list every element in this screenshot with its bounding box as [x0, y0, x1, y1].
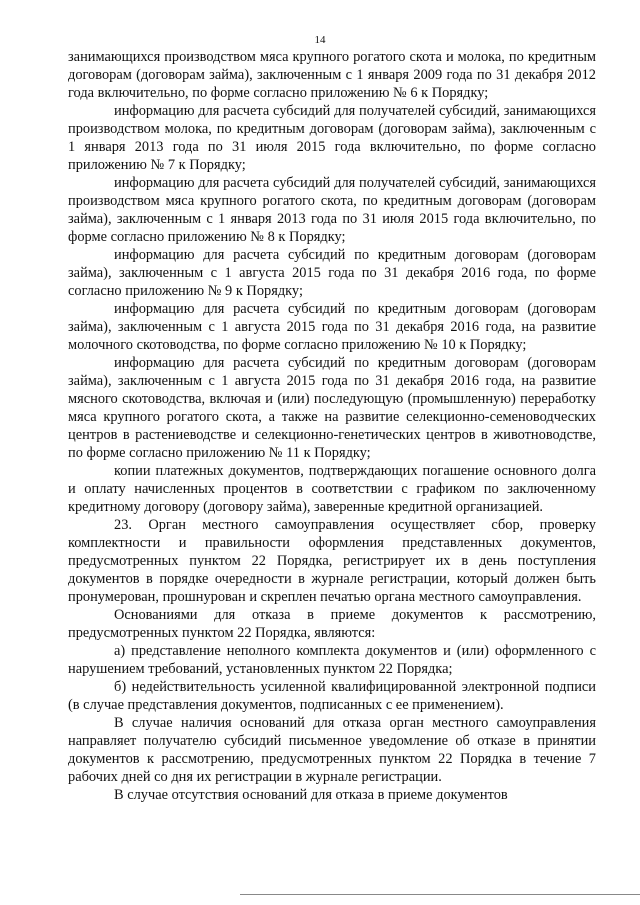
- paragraph: В случае отсутствия оснований для отказа в приеме документов: [114, 787, 508, 803]
- paragraph: информацию для расчета субсидий для получателей субсидий, занимающихся производством мяса крупного рогатого скота, по кредитным договорам (договорам займа), заключенным с 1 января 2013 года по 31 июля 2015 года включительно, по форме согласно приложению № 8 к Порядку;: [68, 175, 596, 245]
- paragraph: информацию для расчета субсидий по кредитным договорам (договорам займа), заключенным с 1 августа 2015 года по 31 декабря 2016 года, на развитие мясного скотоводства, включая и (или) последующую (промышленную) переработку мяса крупного рогатого скота, а также на развитие селекционно-семеноводческих центров в растениеводстве и селекционно-генетических центров в животноводстве, по форме согласно приложению № 11 к Порядку;: [68, 355, 596, 461]
- paragraph: информацию для расчета субсидий по кредитным договорам (договорам займа), заключенным с 1 августа 2015 года по 31 декабря 2016 года, на развитие молочного скотоводства, по форме согласно приложению № 10 к Порядку;: [68, 301, 596, 353]
- document-body: [68, 48, 596, 804]
- paragraph: копии платежных документов, подтверждающих погашение основного долга и оплату начисленных процентов в соответствии с графиком по заключенному кредитному договору (договору займа), заверенные кредитной организацией.: [68, 463, 596, 515]
- page-number: 14: [314, 34, 326, 46]
- paragraph: информацию для расчета субсидий для получателей субсидий, занимающихся производством молока, по кредитным договорам (договорам займа), заключенным с 1 января 2013 года по 31 июля 2015 года включительно, по форме согласно приложению № 7 к Порядку;: [68, 103, 596, 173]
- paragraph: информацию для расчета субсидий по кредитным договорам (договорам займа), заключенным с 1 августа 2015 года по 31 декабря 2016 года, по форме согласно приложению № 9 к Порядку;: [68, 247, 596, 299]
- paragraph: занимающихся производством мяса крупного рогатого скота и молока, по кредитным договорам (договорам займа), заключенным с 1 января 2009 года по 31 декабря 2012 года включительно, по форме согласно приложению № 6 к Порядку;: [68, 49, 596, 101]
- paragraph: 23. Орган местного самоуправления осуществляет сбор, проверку комплектности и правильности оформления представленных документов, предусмотренных пунктом 22 Порядка, регистрирует их в день поступления документов в порядке очередности в журнале регистрации, который должен быть пронумерован, прошнурован и скреплен печатью органа местного самоуправления.: [68, 517, 596, 605]
- paragraph: В случае наличия оснований для отказа орган местного самоуправления направляет получателю субсидий письменное уведомление об отказе в принятии документов к рассмотрению, предусмотренных пунктом 22 Порядка в течение 7 рабочих дней со дня их регистрации в журнале регистрации.: [68, 715, 596, 785]
- paragraph: Основаниями для отказа в приеме документов к рассмотрению, предусмотренных пунктом 22 Порядка, являются:: [68, 607, 596, 641]
- page-edge-line: [240, 894, 640, 895]
- paragraph: а) представление неполного комплекта документов и (или) оформленного с нарушением требований, установленных пунктом 22 Порядка;: [68, 643, 596, 677]
- paragraph: б) недействительность усиленной квалифицированной электронной подписи (в случае представления документов, подписанных с ее применением).: [68, 679, 596, 713]
